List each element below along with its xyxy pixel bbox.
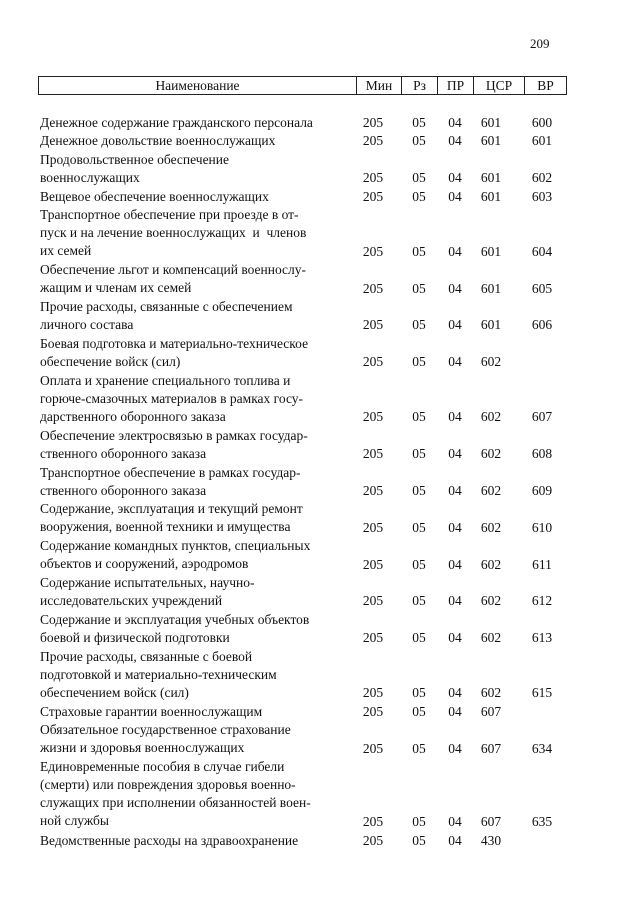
header-name: Наименование [39,77,357,95]
row-name-line: Единовременные пособия в случае гибели [40,759,285,774]
table-row [0,151,640,188]
cell-rz: 05 [412,519,426,535]
cell-pr: 04 [448,519,462,535]
row-name-line: Ведомственные расходы на здравоохранение [40,832,299,848]
cell-vr: 602 [531,170,553,186]
row-name-line: (смерти) или повреждения здоровья военно- [40,777,296,792]
row-name-line: Транспортное обеспечение в рамках государ- [40,464,301,480]
cell-pr: 04 [448,832,462,848]
header-min: Мин [357,77,402,95]
table-row [0,372,640,427]
row-name-line: исследовательских учреждений [40,593,223,608]
table-row [0,188,640,206]
row-name [40,335,358,371]
table-row [0,464,640,501]
cell-csr: 430 [480,832,502,848]
cell-csr: 601 [480,280,502,296]
row-name [40,132,358,150]
cell-pr: 04 [448,482,462,498]
cell-vr: 635 [531,814,553,830]
row-name-line: вооружения, военной техники и имущества [40,519,291,535]
cell-csr: 607 [480,814,502,830]
row-name [40,464,358,500]
cell-csr: 602 [480,446,502,462]
cell-vr: 613 [531,630,553,646]
header-pr: ПР [438,77,474,95]
row-name-line: Содержание, эксплуатация и текущий ремонт [40,501,303,517]
cell-pr: 04 [448,115,462,130]
row-name [40,114,358,132]
row-name [40,537,358,573]
row-name-line: ной службы [40,813,109,828]
page-number: 209 [530,36,550,51]
cell-csr: 602 [480,409,502,425]
table-row [0,335,640,372]
row-name-line: Прочие расходы, связанные с обеспечением [40,299,293,314]
row-name-line: Содержание и эксплуатация учебных объектов [40,611,310,627]
cell-pr: 04 [448,280,462,296]
header-csr: ЦСР [474,77,525,95]
cell-csr: 602 [480,354,502,370]
row-name-line: Страховые гарантии военнослужащим [40,703,263,719]
header-vr: ВР [525,77,567,95]
table-row [0,832,640,850]
row-name-line: военнослужащих [40,169,140,185]
row-name [40,206,358,260]
row-name-line: пуск и на лечение военнослужащих и членов [40,225,307,240]
row-name-line: их семей [40,243,92,258]
cell-min: 205 [362,832,384,848]
table-row [0,261,640,298]
cell-pr: 04 [448,133,462,149]
cell-vr: 606 [531,317,553,333]
cell-pr: 04 [448,446,462,462]
row-name [40,372,358,426]
cell-min: 205 [362,703,384,719]
cell-min: 205 [362,519,384,535]
cell-rz: 05 [412,188,426,204]
cell-pr: 04 [448,243,462,259]
cell-csr: 602 [480,630,502,646]
cell-min: 205 [362,243,384,259]
row-name [40,611,358,647]
row-name [40,298,358,334]
cell-rz: 05 [412,243,426,259]
cell-vr: 603 [531,188,553,204]
row-name-line: обеспечением войск (сил) [40,684,189,700]
row-name-line: Денежное содержание гражданского персонала [40,115,313,130]
row-name [40,151,358,187]
cell-csr: 601 [480,243,502,259]
cell-min: 205 [362,317,384,333]
table-row [0,500,640,537]
table-row [0,114,640,132]
cell-min: 205 [362,556,384,572]
cell-csr: 602 [480,685,502,701]
cell-min: 205 [362,740,384,756]
cell-rz: 05 [412,685,426,701]
table-row [0,703,640,721]
row-name-line: Боевая подготовка и материально-техническое [40,335,309,351]
cell-rz: 05 [412,317,426,333]
cell-rz: 05 [412,170,426,186]
cell-rz: 05 [412,354,426,370]
cell-pr: 04 [448,703,462,719]
cell-vr: 634 [531,740,553,756]
cell-pr: 04 [448,188,462,204]
cell-rz: 05 [412,115,426,130]
row-name [40,427,358,463]
row-name-line: боевой и физической подготовки [40,629,230,645]
cell-vr: 608 [531,446,553,462]
cell-pr: 04 [448,317,462,333]
row-name [40,721,358,757]
row-name-line: личного состава [40,317,134,332]
cell-csr: 607 [480,703,502,719]
cell-vr: 600 [531,115,553,130]
row-name-line: Содержание командных пунктов, специальных [40,538,311,554]
row-name [40,832,358,850]
cell-min: 205 [362,133,384,149]
cell-pr: 04 [448,409,462,425]
cell-pr: 04 [448,740,462,756]
cell-csr: 607 [480,740,502,756]
cell-csr: 602 [480,593,502,609]
cell-rz: 05 [412,630,426,646]
row-name-line: Денежное довольствие военнослужащих [40,133,276,149]
cell-vr: 605 [531,280,553,296]
row-name-line: Содержание испытательных, научно- [40,575,255,590]
table-row [0,206,640,261]
cell-vr: 609 [531,482,553,498]
row-name [40,574,358,610]
cell-csr: 602 [480,482,502,498]
cell-csr: 601 [480,170,502,186]
cell-pr: 04 [448,630,462,646]
cell-min: 205 [362,115,384,130]
cell-rz: 05 [412,133,426,149]
cell-csr: 601 [480,317,502,333]
row-name [40,758,358,830]
table-row [0,537,640,574]
row-name [40,648,358,702]
row-name-line: подготовкой и материально-техническим [40,666,277,682]
table-row [0,758,640,832]
cell-min: 205 [362,280,384,296]
cell-min: 205 [362,354,384,370]
cell-rz: 05 [412,740,426,756]
cell-rz: 05 [412,814,426,830]
table-row [0,298,640,335]
cell-pr: 04 [448,593,462,609]
cell-rz: 05 [412,280,426,296]
row-name [40,500,358,536]
row-name-line: Обязательное государственное страхование [40,722,291,738]
table-row [0,611,640,648]
cell-csr: 601 [480,188,502,204]
cell-vr: 610 [531,519,553,535]
cell-rz: 05 [412,482,426,498]
cell-pr: 04 [448,354,462,370]
cell-rz: 05 [412,409,426,425]
table-row [0,427,640,464]
row-name-line: дарственного оборонного заказа [40,408,226,424]
cell-min: 205 [362,446,384,462]
cell-rz: 05 [412,556,426,572]
table-row [0,648,640,703]
row-name-line: Прочие расходы, связанные с боевой [40,648,253,664]
table-row [0,132,640,150]
row-name-line: горюче-смазочных материалов в рамках госу- [40,390,304,406]
cell-pr: 04 [448,685,462,701]
row-name [40,703,358,721]
table-row [0,721,640,758]
cell-vr: 601 [531,133,553,149]
cell-csr: 601 [480,133,502,149]
cell-pr: 04 [448,556,462,572]
cell-min: 205 [362,685,384,701]
cell-vr: 611 [532,556,552,572]
cell-vr: 607 [531,409,553,425]
cell-vr: 604 [531,243,553,259]
cell-min: 205 [362,814,384,830]
cell-pr: 04 [448,170,462,186]
row-name-line: Продовольственное обеспечение [40,151,229,167]
cell-csr: 602 [480,556,502,572]
cell-min: 205 [362,188,384,204]
row-name-line: Обеспечение электросвязью в рамках государ- [40,427,308,443]
cell-rz: 05 [412,593,426,609]
row-name-line: обеспечение войск (сил) [40,353,181,369]
cell-pr: 04 [448,814,462,830]
cell-min: 205 [362,593,384,609]
cell-vr: 612 [531,593,553,609]
cell-rz: 05 [412,832,426,848]
header-rz: Рз [402,77,438,95]
row-name-line: Обеспечение льгот и компенсаций военнослу- [40,262,307,278]
cell-min: 205 [362,170,384,186]
cell-csr: 601 [480,115,502,130]
row-name-line: ственного оборонного заказа [40,445,207,461]
cell-rz: 05 [412,703,426,719]
cell-min: 205 [362,482,384,498]
row-name [40,261,358,297]
row-name-line: объектов и сооружений, аэродромов [40,556,249,572]
cell-csr: 602 [480,519,502,535]
row-name-line: ственного оборонного заказа [40,482,207,498]
row-name-line: служащих при исполнении обязанностей воен- [40,795,311,810]
table-row [0,574,640,611]
row-name-line: Вещевое обеспечение военнослужащих [40,188,269,204]
row-name-line: жащим и членам их семей [40,280,192,296]
cell-min: 205 [362,409,384,425]
row-name [40,188,358,206]
cell-min: 205 [362,630,384,646]
cell-vr: 615 [531,685,553,701]
row-name-line: жизни и здоровья военнослужащих [40,740,245,756]
row-name-line: Транспортное обеспечение при проезде в от- [40,207,299,222]
cell-rz: 05 [412,446,426,462]
row-name-line: Оплата и хранение специального топлива и [40,372,291,388]
